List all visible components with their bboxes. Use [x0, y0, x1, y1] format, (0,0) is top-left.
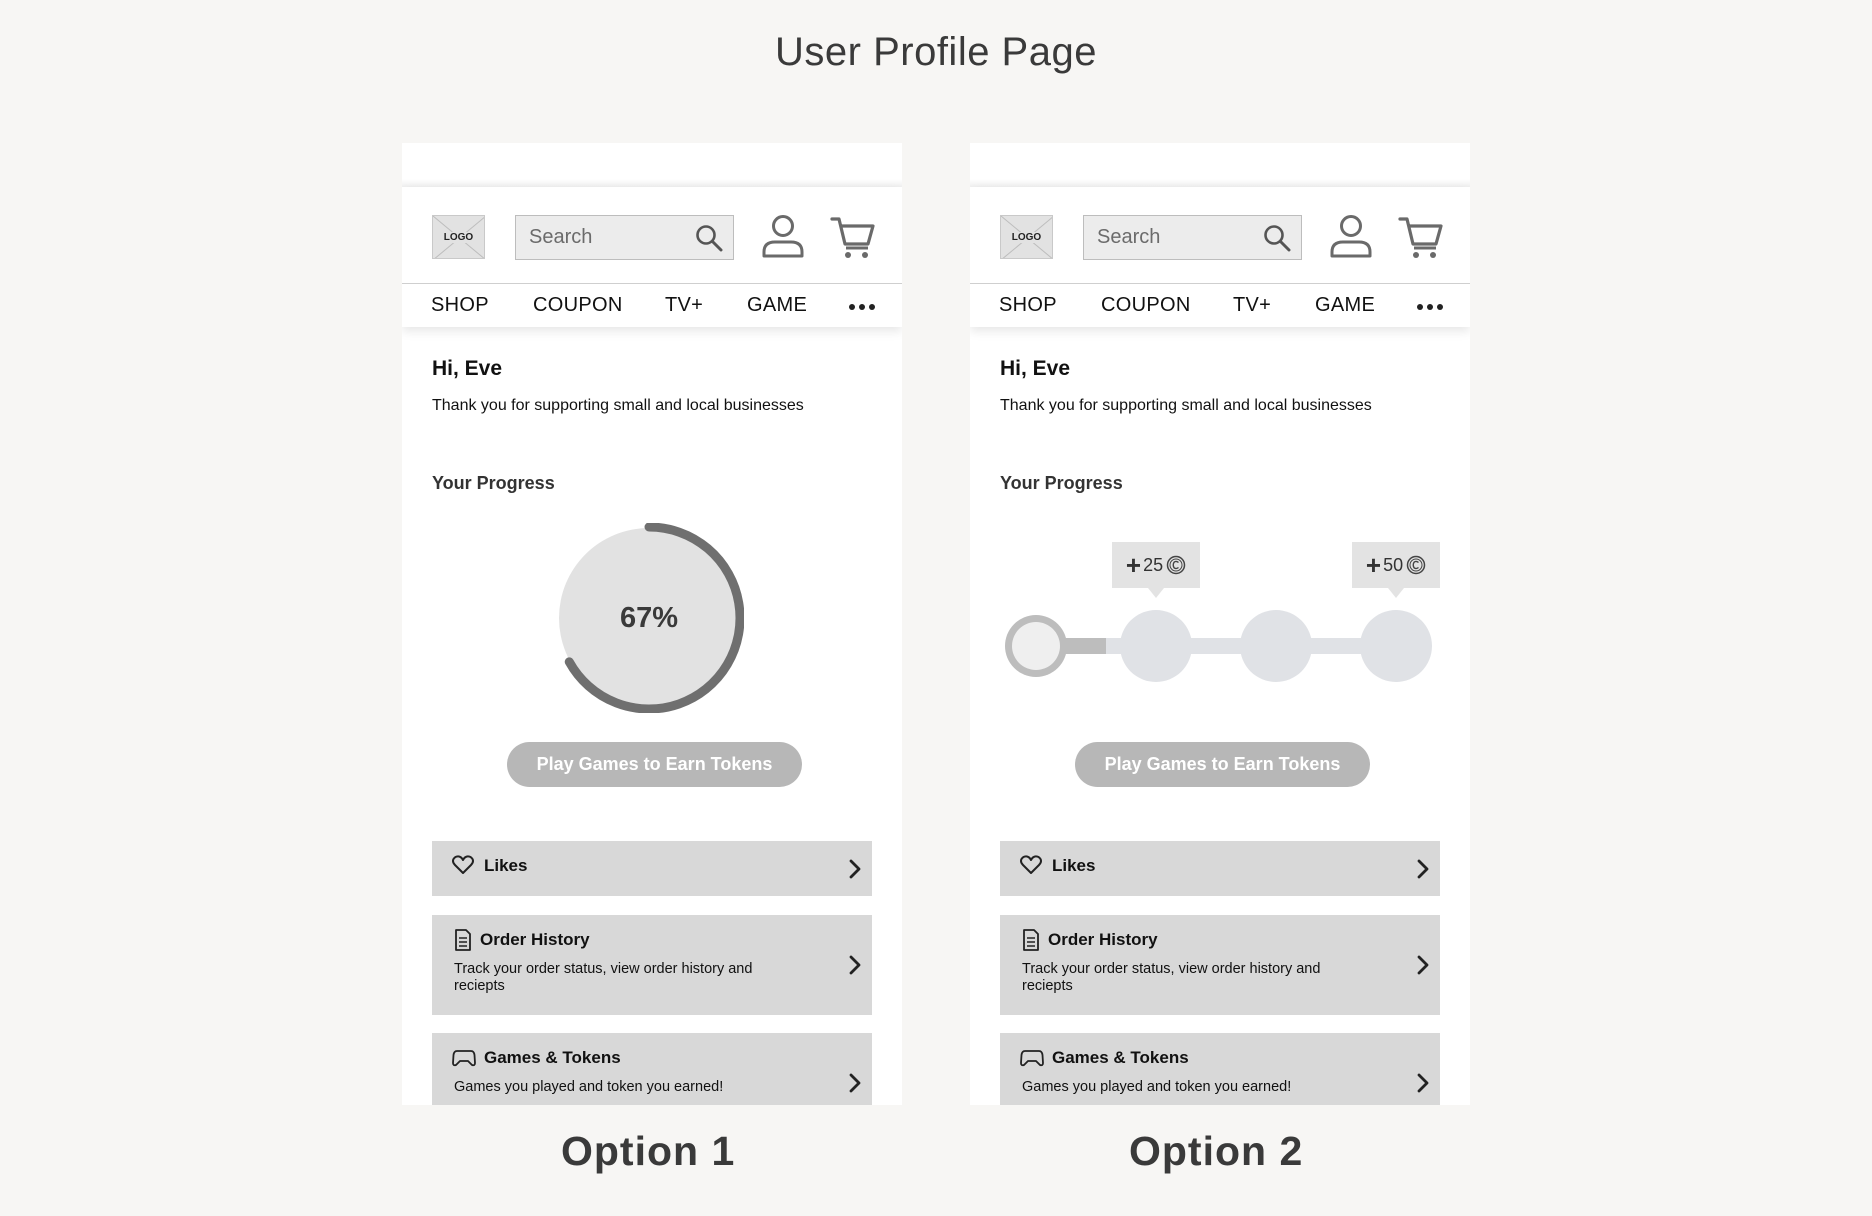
cart-icon[interactable]: [830, 214, 876, 260]
nav-item-game[interactable]: GAME: [1315, 294, 1376, 316]
chevron-right-icon[interactable]: [1416, 1072, 1430, 1094]
chevron-right-icon[interactable]: [848, 954, 862, 976]
search-icon[interactable]: [695, 224, 723, 252]
games-tokens-card[interactable]: [432, 1033, 872, 1105]
step-node: [1120, 610, 1192, 682]
nav-bar: [402, 284, 902, 327]
progress-heading: Your Progress: [1000, 473, 1123, 493]
user-icon[interactable]: [1329, 214, 1373, 258]
nav-bar: [970, 284, 1470, 327]
games-tokens-card[interactable]: [1000, 1033, 1440, 1105]
progress-stepper: [1000, 542, 1445, 722]
likes-card[interactable]: [432, 841, 872, 896]
order-history-card[interactable]: [1000, 915, 1440, 1015]
cart-icon[interactable]: [1398, 214, 1444, 260]
logo-placeholder[interactable]: [432, 215, 485, 259]
stepper-track: [1000, 608, 1445, 708]
nav-item-tv[interactable]: TV+: [1233, 294, 1272, 316]
search-icon[interactable]: [1263, 224, 1291, 252]
plus-sign: +: [1365, 550, 1382, 580]
greeting: Hi, Eve: [432, 357, 503, 380]
option-caption: Option 1: [561, 1128, 736, 1174]
card-title: Games & Tokens: [484, 1048, 621, 1067]
phone-mockup-option-2: [970, 143, 1470, 1105]
milestone-reward-bubble: [1352, 542, 1440, 588]
user-icon[interactable]: [761, 214, 805, 258]
card-title: Order History: [1048, 930, 1158, 949]
heart-icon: [1020, 855, 1042, 875]
play-games-button[interactable]: Play Games to Earn Tokens: [1075, 742, 1370, 787]
search-input[interactable]: [516, 216, 686, 258]
more-icon[interactable]: [848, 303, 876, 311]
app-header: [970, 187, 1470, 327]
heart-icon: [452, 855, 474, 875]
nav-item-tv[interactable]: TV+: [665, 294, 704, 316]
card-description: Games you played and token you earned!: [454, 1079, 724, 1095]
greeting-subtext: Thank you for supporting small and local businesses: [432, 397, 804, 414]
page-title: User Profile Page: [775, 30, 1097, 74]
search-box[interactable]: [515, 215, 734, 260]
nav-item-game[interactable]: GAME: [747, 294, 808, 316]
step-node: [1240, 610, 1312, 682]
search-input[interactable]: [1084, 216, 1254, 258]
greeting: Hi, Eve: [1000, 357, 1071, 380]
progress-heading: Your Progress: [432, 473, 555, 493]
divider: [970, 179, 1470, 187]
reward-amount: 50: [1383, 554, 1404, 575]
card-description: Track your order status, view order history and reciepts: [454, 961, 753, 994]
greeting-subtext: Thank you for supporting small and local businesses: [1000, 397, 1372, 414]
chevron-right-icon[interactable]: [848, 1072, 862, 1094]
divider: [402, 179, 902, 187]
coin-icon: [1406, 555, 1426, 575]
document-icon: [1022, 929, 1040, 951]
step-node: [1360, 610, 1432, 682]
gamepad-icon: [452, 1049, 476, 1067]
option-caption: Option 2: [1129, 1128, 1304, 1174]
card-title: Likes: [484, 856, 528, 875]
card-title: Games & Tokens: [1052, 1048, 1189, 1067]
nav-item-coupon[interactable]: COUPON: [1101, 294, 1191, 316]
progress-percent: 67%: [619, 601, 679, 634]
gamepad-icon: [1020, 1049, 1044, 1067]
card-title: Order History: [480, 930, 590, 949]
nav-item-coupon[interactable]: COUPON: [533, 294, 623, 316]
logo-text: LOGO: [443, 231, 474, 243]
chevron-right-icon[interactable]: [1416, 954, 1430, 976]
milestone-reward-bubble: [1112, 542, 1200, 588]
nav-item-shop[interactable]: SHOP: [999, 294, 1057, 316]
document-icon: [454, 929, 472, 951]
coin-icon: [1166, 555, 1186, 575]
card-description: Games you played and token you earned!: [1022, 1079, 1292, 1095]
phone-mockup-option-1: [402, 143, 902, 1105]
app-header: [402, 187, 902, 327]
play-games-button[interactable]: Play Games to Earn Tokens: [507, 742, 802, 787]
search-box[interactable]: [1083, 215, 1302, 260]
logo-placeholder[interactable]: [1000, 215, 1053, 259]
likes-card[interactable]: [1000, 841, 1440, 896]
reward-amount: 25: [1143, 554, 1164, 575]
card-description: Track your order status, view order history and reciepts: [1022, 961, 1321, 994]
plus-sign: +: [1125, 550, 1142, 580]
logo-text: LOGO: [1011, 231, 1042, 243]
chevron-right-icon[interactable]: [1416, 858, 1430, 880]
card-title: Likes: [1052, 856, 1096, 875]
step-current-inner: [1012, 622, 1060, 670]
more-icon[interactable]: [1416, 303, 1444, 311]
chevron-right-icon[interactable]: [848, 858, 862, 880]
order-history-card[interactable]: [432, 915, 872, 1015]
nav-item-shop[interactable]: SHOP: [431, 294, 489, 316]
